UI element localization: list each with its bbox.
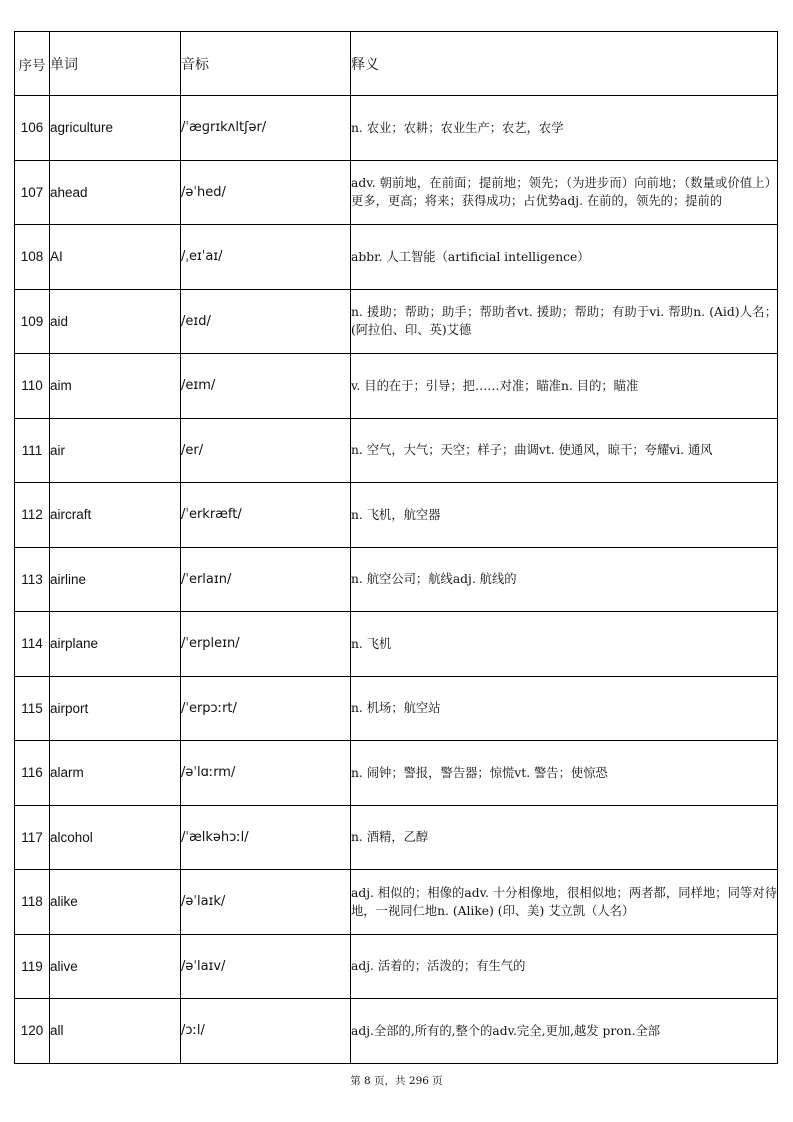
cell-number: 114 [15, 612, 50, 677]
cell-definition: n. 机场；航空站 [351, 676, 778, 741]
cell-word: aircraft [50, 483, 181, 548]
cell-phonetic: /ˈerpɔːrt/ [181, 676, 351, 741]
table-row [15, 418, 778, 483]
cell-number: 117 [15, 805, 50, 870]
cell-phonetic: /eɪm/ [181, 354, 351, 419]
cell-number: 109 [15, 289, 50, 354]
cell-phonetic: /əˈlɑːrm/ [181, 741, 351, 806]
cell-word: alarm [50, 741, 181, 806]
cell-definition: adj. 相似的；相像的adv. 十分相像地，很相似地；两者都，同样地；同等对待地，一视同仁地n. (Alike) (印、美) 艾立凯（人名） [351, 870, 778, 935]
cell-definition: n. 航空公司；航线adj. 航线的 [351, 547, 778, 612]
cell-phonetic: /ˈerpleɪn/ [181, 612, 351, 677]
cell-number: 112 [15, 483, 50, 548]
cell-phonetic: /eɪd/ [181, 289, 351, 354]
table-row [15, 870, 778, 935]
cell-phonetic: /ˌeɪˈaɪ/ [181, 225, 351, 290]
cell-word: alive [50, 934, 181, 999]
cell-number: 118 [15, 870, 50, 935]
cell-word: alcohol [50, 805, 181, 870]
table-body [15, 96, 778, 1064]
cell-word: airline [50, 547, 181, 612]
cell-number: 107 [15, 160, 50, 225]
cell-definition: v. 目的在于；引导；把……对准；瞄准n. 目的；瞄准 [351, 354, 778, 419]
cell-definition: n. 酒精，乙醇 [351, 805, 778, 870]
cell-definition: adj. 活着的；活泼的；有生气的 [351, 934, 778, 999]
cell-definition: adj.全部的,所有的,整个的adv.完全,更加,越发 pron.全部 [351, 999, 778, 1064]
header-number: 序号 [15, 32, 50, 96]
cell-definition: n. 农业；农耕；农业生产；农艺，农学 [351, 96, 778, 161]
header-word: 单词 [50, 32, 181, 96]
cell-definition: n. 飞机 [351, 612, 778, 677]
header-phonetic: 音标 [181, 32, 351, 96]
table-row [15, 999, 778, 1064]
cell-word: airport [50, 676, 181, 741]
cell-definition: n. 飞机，航空器 [351, 483, 778, 548]
header-definition: 释义 [351, 32, 778, 96]
cell-definition: adv. 朝前地，在前面；提前地；领先；（为进步而）向前地；（数量或价值上）更多，更高；将来；获得成功；占优势adj. 在前的，领先的；提前的 [351, 160, 778, 225]
cell-number: 120 [15, 999, 50, 1064]
cell-number: 108 [15, 225, 50, 290]
table-row [15, 354, 778, 419]
cell-phonetic: /əˈlaɪk/ [181, 870, 351, 935]
cell-number: 106 [15, 96, 50, 161]
cell-number: 116 [15, 741, 50, 806]
page-footer: 第 8 页，共 296 页 [350, 1075, 443, 1087]
cell-word: aid [50, 289, 181, 354]
cell-phonetic: /ˈerkræft/ [181, 483, 351, 548]
vocabulary-table [14, 31, 778, 1064]
cell-number: 113 [15, 547, 50, 612]
cell-phonetic: /er/ [181, 418, 351, 483]
cell-definition: n. 空气，大气；天空；样子；曲调vt. 使通风，晾干；夸耀vi. 通风 [351, 418, 778, 483]
table-row [15, 741, 778, 806]
table-row [15, 547, 778, 612]
cell-word: AI [50, 225, 181, 290]
table-row [15, 289, 778, 354]
table-row [15, 483, 778, 548]
cell-phonetic: /ˈælkəhɔːl/ [181, 805, 351, 870]
cell-number: 115 [15, 676, 50, 741]
cell-word: ahead [50, 160, 181, 225]
cell-word: aim [50, 354, 181, 419]
cell-phonetic: /ˈerlaɪn/ [181, 547, 351, 612]
table-row [15, 934, 778, 999]
cell-word: airplane [50, 612, 181, 677]
cell-number: 110 [15, 354, 50, 419]
cell-word: agriculture [50, 96, 181, 161]
cell-phonetic: /ɔːl/ [181, 999, 351, 1064]
cell-word: alike [50, 870, 181, 935]
cell-number: 119 [15, 934, 50, 999]
table-row [15, 96, 778, 161]
table-row [15, 225, 778, 290]
cell-definition: n. 闹钟；警报，警告器；惊慌vt. 警告；使惊恐 [351, 741, 778, 806]
cell-definition: abbr. 人工智能（artificial intelligence） [351, 225, 778, 290]
table-header-row [15, 32, 778, 96]
table-row [15, 676, 778, 741]
cell-definition: n. 援助；帮助；助手；帮助者vt. 援助；帮助；有助于vi. 帮助n. (Aid)人名；(阿拉伯、印、英)艾德 [351, 289, 778, 354]
cell-phonetic: /ˈæɡrɪkʌltʃər/ [181, 96, 351, 161]
table-row [15, 805, 778, 870]
cell-phonetic: /əˈlaɪv/ [181, 934, 351, 999]
cell-phonetic: /əˈhed/ [181, 160, 351, 225]
cell-number: 111 [15, 418, 50, 483]
table-row [15, 612, 778, 677]
cell-word: air [50, 418, 181, 483]
table-row [15, 160, 778, 225]
cell-word: all [50, 999, 181, 1064]
